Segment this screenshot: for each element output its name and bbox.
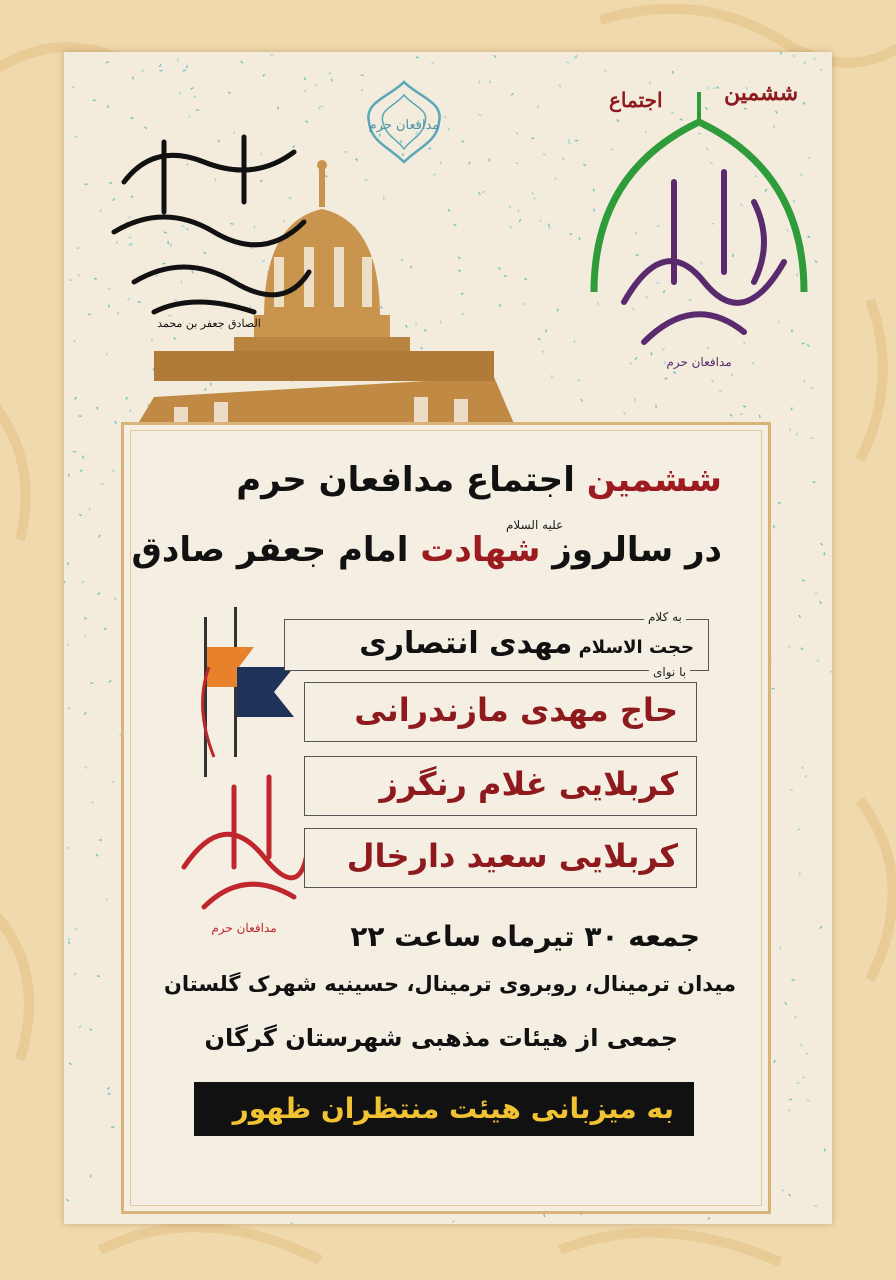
texture-dot — [780, 52, 783, 55]
texture-dot — [262, 74, 265, 77]
texture-dot — [538, 338, 541, 341]
texture-dot — [69, 279, 72, 281]
texture-dot — [104, 627, 107, 630]
heading-highlight-1: ششمین — [586, 460, 722, 500]
texture-dot — [548, 223, 550, 226]
texture-dot — [784, 1002, 787, 1005]
texture-dot — [805, 1052, 808, 1055]
performer-name-1: حاج مهدی مازندرانی — [354, 691, 678, 729]
texture-dot — [672, 71, 674, 74]
texture-dot — [569, 233, 572, 236]
texture-dot — [557, 308, 560, 311]
texture-dot — [84, 766, 87, 769]
host-text: به میزبانی هیئت منتظران ظهور — [232, 1092, 674, 1125]
texture-dot — [577, 380, 580, 382]
speaker-tag: به کلام — [644, 610, 686, 624]
texture-dot — [190, 87, 193, 90]
texture-dot — [73, 340, 76, 343]
texture-dot — [796, 433, 798, 436]
left-calligraphy-text: الصادق جعفر بن محمد — [157, 317, 261, 330]
texture-dot — [320, 105, 323, 107]
texture-dot — [562, 157, 565, 160]
texture-dot — [719, 390, 722, 393]
emblem-word-2: اجتماع — [609, 88, 663, 112]
texture-dot — [159, 64, 162, 67]
texture-dot — [819, 69, 822, 71]
texture-dot — [802, 579, 805, 582]
texture-dot — [93, 100, 96, 102]
texture-dot — [64, 580, 66, 583]
texture-dot — [111, 1127, 114, 1129]
texture-dot — [67, 562, 69, 565]
texture-dot — [98, 535, 101, 538]
texture-dot — [740, 413, 743, 415]
texture-dot — [554, 177, 557, 180]
left-calligraphy — [94, 122, 324, 332]
texture-dot — [551, 375, 553, 378]
texture-dot — [810, 387, 813, 390]
texture-dot — [515, 132, 518, 135]
texture-dot — [807, 1099, 810, 1102]
texture-dot — [539, 219, 542, 222]
texture-dot — [228, 92, 231, 95]
texture-dot — [97, 975, 100, 977]
texture-dot — [580, 399, 583, 402]
heading-line-2 — [132, 530, 722, 570]
texture-dot — [790, 407, 793, 410]
texture-dot — [270, 54, 273, 57]
texture-dot — [790, 789, 793, 791]
texture-dot — [66, 846, 69, 849]
texture-dot — [91, 801, 94, 804]
texture-dot — [792, 54, 795, 57]
texture-dot — [543, 153, 546, 155]
texture-dot — [90, 682, 93, 684]
texture-dot — [452, 1220, 455, 1223]
texture-dot — [789, 1098, 792, 1100]
texture-dot — [634, 398, 636, 401]
texture-dot — [82, 455, 85, 458]
texture-dot — [566, 61, 569, 64]
texture-dot — [131, 117, 134, 119]
texture-dot — [79, 514, 82, 517]
texture-dot — [820, 926, 823, 929]
texture-dot — [67, 643, 70, 646]
texture-dot — [159, 70, 162, 72]
heading-start-2: در سالروز — [540, 530, 722, 570]
texture-dot — [106, 353, 108, 356]
texture-dot — [68, 474, 70, 477]
performer-name-3: کربلایی سعید دارخال — [346, 837, 678, 875]
texture-dot — [101, 483, 104, 485]
texture-dot — [96, 854, 99, 857]
texture-dot — [799, 872, 801, 875]
texture-dot — [107, 1087, 110, 1090]
texture-dot — [568, 139, 570, 142]
texture-dot — [814, 1205, 817, 1207]
texture-dot — [85, 183, 88, 185]
texture-dot — [511, 93, 514, 96]
flag-calligraphy-text: مدافعان حرم — [211, 921, 277, 935]
texture-dot — [802, 1077, 805, 1079]
texture-dot — [819, 601, 822, 604]
texture-dot — [277, 107, 279, 110]
texture-dot — [655, 405, 657, 408]
texture-dot — [361, 74, 364, 76]
texture-dot — [318, 106, 321, 109]
texture-dot — [84, 617, 87, 620]
texture-dot — [800, 647, 803, 650]
texture-dot — [132, 76, 135, 79]
texture-dot — [759, 415, 761, 418]
texture-dot — [559, 84, 562, 87]
texture-dot — [493, 55, 496, 58]
texture-dot — [431, 62, 434, 65]
texture-dot — [812, 481, 815, 483]
salutation: علیه السلام — [506, 518, 564, 532]
texture-dot — [664, 378, 667, 380]
texture-dot — [111, 781, 114, 784]
texture-dot — [803, 379, 805, 382]
arch-emblem-text: مدافعان حرم — [666, 355, 732, 369]
texture-dot — [804, 61, 806, 64]
texture-dot — [773, 525, 775, 528]
texture-dot — [773, 1060, 776, 1063]
texture-dot — [416, 56, 419, 58]
texture-dot — [489, 80, 492, 83]
texture-dot — [794, 1015, 797, 1018]
texture-dot — [711, 379, 714, 382]
texture-dot — [548, 226, 551, 229]
texture-dot — [730, 414, 733, 417]
speaker-line — [359, 626, 694, 661]
heading-line-1 — [236, 460, 722, 500]
texture-dot — [788, 1109, 791, 1112]
texture-dot — [73, 451, 76, 453]
texture-dot — [543, 1214, 545, 1217]
texture-dot — [303, 90, 306, 92]
texture-dot — [779, 946, 781, 949]
texture-dot — [74, 136, 77, 138]
texture-dot — [331, 78, 333, 81]
texture-dot — [707, 1217, 710, 1220]
texture-dot — [186, 65, 189, 68]
texture-dot — [290, 1222, 293, 1224]
performer-box-1 — [304, 682, 697, 742]
small-emblem-text: مدافعان حرم — [368, 118, 440, 133]
texture-dot — [824, 1148, 826, 1151]
texture-dot — [76, 247, 79, 249]
texture-dot — [188, 115, 191, 118]
texture-dot — [67, 707, 70, 710]
poster-panel — [64, 52, 832, 1224]
texture-dot — [573, 340, 576, 343]
emblem-word-1: ششمین — [724, 80, 799, 106]
texture-dot — [114, 597, 116, 600]
texture-dot — [604, 69, 607, 72]
texture-dot — [731, 373, 733, 376]
texture-dot — [815, 260, 818, 263]
texture-dot — [801, 766, 804, 769]
texture-dot — [81, 580, 84, 583]
texture-dot — [788, 1194, 791, 1197]
texture-dot — [537, 105, 539, 108]
texture-dot — [183, 70, 186, 72]
texture-dot — [804, 775, 807, 778]
texture-dot — [478, 80, 480, 83]
texture-dot — [96, 407, 99, 410]
texture-dot — [830, 671, 832, 673]
texture-dot — [99, 839, 102, 841]
texture-dot — [79, 1025, 82, 1028]
texture-dot — [74, 928, 77, 930]
texture-dot — [545, 329, 548, 332]
texture-dot — [193, 96, 196, 98]
texture-dot — [71, 86, 74, 89]
texture-dot — [74, 973, 77, 976]
texture-dot — [67, 937, 70, 940]
texture-dot — [84, 712, 87, 715]
texture-dot — [541, 350, 544, 353]
arch-emblem — [584, 82, 814, 372]
performer-name-2: کربلایی غلام رنگرز — [379, 765, 678, 803]
texture-dot — [568, 142, 571, 145]
texture-dot — [105, 898, 108, 901]
texture-dot — [810, 437, 813, 439]
texture-dot — [108, 680, 111, 683]
texture-dot — [66, 1199, 69, 1202]
texture-dot — [68, 941, 70, 944]
texture-dot — [84, 634, 86, 637]
texture-dot — [74, 397, 77, 400]
texture-dot — [478, 114, 481, 117]
speaker-name: مهدی انتصاری — [359, 626, 573, 661]
texture-dot — [579, 237, 581, 240]
texture-dot — [176, 58, 179, 61]
heading-end-2: امام جعفر صادق — [131, 530, 421, 570]
texture-dot — [88, 314, 91, 316]
texture-dot — [77, 274, 80, 277]
texture-dot — [90, 1174, 92, 1177]
texture-dot — [461, 140, 464, 143]
texture-dot — [531, 137, 534, 139]
texture-dot — [304, 77, 306, 80]
texture-dot — [800, 1044, 803, 1047]
texture-dot — [796, 1082, 799, 1084]
event-organizers: جمعی از هیئات مذهبی شهرستان گرگان — [204, 1024, 678, 1052]
texture-dot — [79, 415, 82, 417]
texture-dot — [823, 552, 825, 555]
texture-dot — [89, 1028, 92, 1031]
texture-dot — [575, 140, 578, 142]
texture-dot — [179, 92, 181, 95]
performers-tag: با نوای — [649, 665, 690, 679]
texture-dot — [788, 645, 790, 648]
texture-dot — [88, 507, 91, 510]
texture-dot — [771, 688, 774, 690]
texture-dot — [791, 979, 794, 981]
texture-dot — [328, 72, 331, 75]
texture-dot — [778, 502, 781, 504]
heading-highlight-2: شهادت — [420, 530, 541, 570]
texture-dot — [789, 428, 791, 431]
texture-dot — [107, 105, 109, 108]
texture-dot — [814, 592, 817, 595]
performer-box-3 — [304, 828, 697, 888]
texture-dot — [781, 1189, 784, 1192]
texture-dot — [79, 469, 82, 472]
texture-dot — [315, 83, 318, 86]
texture-dot — [240, 61, 243, 64]
texture-dot — [105, 61, 108, 64]
texture-dot — [813, 57, 816, 60]
texture-dot — [798, 615, 801, 618]
texture-dot — [141, 69, 144, 72]
texture-dot — [196, 109, 199, 111]
texture-dot — [623, 412, 626, 415]
texture-dot — [816, 659, 819, 662]
speaker-title: حجت الاسلام — [572, 637, 694, 658]
speaker-box — [284, 619, 709, 671]
heading-rest-1: اجتماع مدافعان حرم — [236, 460, 587, 500]
texture-dot — [108, 1093, 111, 1095]
performer-box-2 — [304, 756, 697, 816]
texture-dot — [69, 1062, 72, 1065]
event-date: جمعه ۳۰ تیرماه ساعت ۲۲ — [350, 920, 700, 953]
texture-dot — [797, 828, 800, 831]
texture-dot — [820, 543, 823, 546]
texture-dot — [97, 592, 100, 595]
host-bar — [194, 1082, 694, 1136]
event-location: میدان ترمینال، روبروی ترمینال، حسینیه شهرک گلستان — [163, 972, 736, 996]
texture-dot — [743, 405, 746, 407]
